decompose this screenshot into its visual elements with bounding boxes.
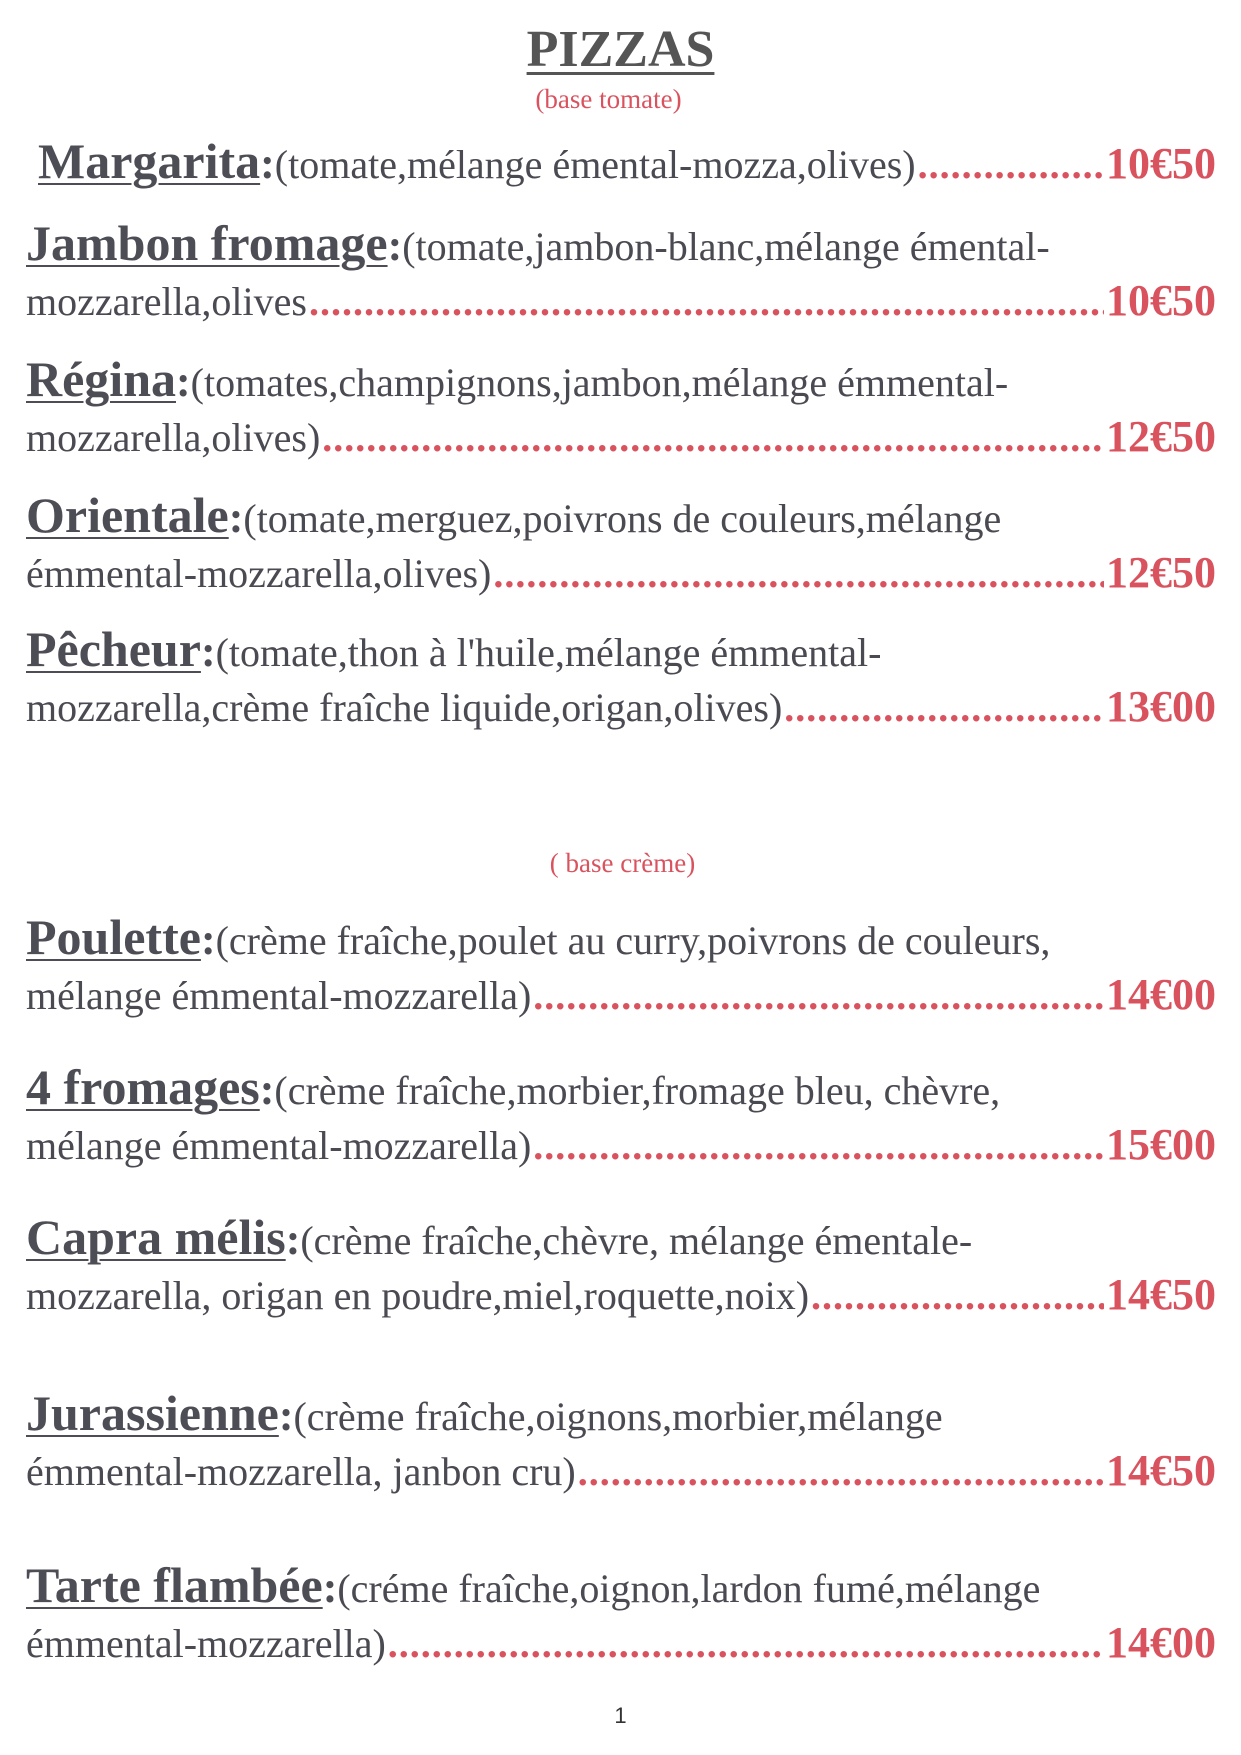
menu-item-4-fromages: [26, 1058, 1216, 1174]
menu-item-line: [26, 908, 1216, 966]
menu-item-colon: :: [176, 357, 191, 406]
menu-item-name: Pêcheur: [26, 621, 201, 677]
menu-item-name: Orientale: [26, 487, 229, 543]
menu-item-description-continued: mozzarella,olives: [26, 279, 307, 324]
dot-leader: [388, 1615, 1104, 1673]
section-label-base-creme: ( base crème): [549, 848, 696, 878]
menu-item-capra-melis: [26, 1208, 1216, 1324]
menu-item-description-continued: émmental-mozzarella,olives): [26, 551, 492, 596]
menu-item-price: 12€50: [1106, 412, 1216, 461]
dot-leader: [533, 1117, 1104, 1175]
menu-item-description: (crème fraîche,poulet au curry,poivrons de couleurs,: [215, 918, 1051, 963]
menu-item-regina: [26, 350, 1216, 466]
menu-item-price: 13€00: [1106, 682, 1216, 731]
menu-item-colon: :: [200, 915, 216, 964]
menu-item-line: [26, 408, 1216, 466]
menu-item-name: Margarita: [38, 133, 261, 189]
menu-item-line: [26, 1208, 1216, 1266]
menu-item-description: (tomate,thon à l'huile,mélange émmental-: [215, 630, 882, 675]
menu-item-description: (tomates,champignons,jambon,mélange émmental-: [190, 360, 1009, 405]
menu-item-line: [26, 1556, 1216, 1614]
menu-item-price: 10€50: [1106, 276, 1216, 325]
menu-item-description: (tomate,merguez,poivrons de couleurs,mélange: [243, 496, 1002, 541]
menu-item-description-continued: mozzarella, origan en poudre,miel,roquette,noix): [26, 1273, 810, 1318]
menu-item-line: [26, 486, 1216, 544]
menu-item-colon: :: [260, 139, 275, 188]
menu-item-line: [26, 678, 1216, 736]
menu-item-description-continued: mozzarella,crème fraîche liquide,origan,olives): [26, 685, 783, 730]
menu-item-orientale: [26, 486, 1216, 602]
menu-item-line: [26, 966, 1216, 1024]
menu-item-description: (crème fraîche,chèvre, mélange émentale-: [300, 1218, 973, 1263]
page-title-text: PIZZAS: [526, 21, 715, 78]
menu-item-line: [26, 544, 1216, 602]
menu-item-line: [26, 1116, 1216, 1174]
menu-item-line: [26, 214, 1216, 272]
menu-item-price: 12€50: [1106, 548, 1216, 597]
menu-item-description-continued: émmental-mozzarella): [26, 1621, 386, 1666]
menu-item-jurassienne: [26, 1384, 1216, 1500]
dot-leader: [309, 273, 1104, 331]
menu-item-price: 10€50: [1106, 139, 1216, 188]
menu-item-description-continued: mélange émmental-mozzarella): [26, 973, 532, 1018]
menu-item-colon: :: [322, 1563, 338, 1612]
menu-item-pecheur: [26, 620, 1216, 736]
menu-item-line: [26, 1266, 1216, 1324]
menu-item-colon: :: [200, 627, 216, 676]
menu-item-description: (créme fraîche,oignon,lardon fumé,mélange: [337, 1566, 1041, 1611]
menu-item-description: (crème fraîche,morbier,fromage bleu, chèvre,: [274, 1068, 1001, 1113]
menu-item-colon: :: [228, 493, 244, 542]
menu-item-price: 14€50: [1106, 1446, 1216, 1495]
menu-item-description: (tomate,jambon-blanc,mélange émental-: [402, 224, 1050, 269]
menu-item-line: [26, 1058, 1216, 1116]
menu-item-name: Jambon fromage: [26, 215, 388, 271]
dot-leader: [533, 967, 1104, 1025]
dot-leader: [784, 679, 1104, 737]
menu-item-line: [26, 1442, 1216, 1500]
menu-item-price: 15€00: [1106, 1120, 1216, 1169]
menu-item-line: [26, 620, 1216, 678]
menu-item-name: Poulette: [26, 909, 201, 965]
menu-item-colon: :: [278, 1391, 294, 1440]
menu-item-description: (crème fraîche,oignons,morbier,mélange: [293, 1394, 943, 1439]
menu-item-price: 14€00: [1106, 970, 1216, 1019]
menu-item-jambon-fromage: [26, 214, 1216, 330]
menu-item-name: Tarte flambée: [26, 1557, 323, 1613]
dot-leader: [918, 136, 1104, 194]
menu-item-name: Capra mélis: [26, 1209, 286, 1265]
menu-item-colon: :: [387, 221, 403, 270]
menu-item-margarita: [38, 132, 1216, 190]
menu-item-colon: :: [285, 1215, 301, 1264]
dot-leader: [578, 1443, 1104, 1501]
menu-item-price: 14€50: [1106, 1270, 1216, 1319]
menu-item-description-continued: mélange émmental-mozzarella): [26, 1123, 532, 1168]
dot-leader: [493, 545, 1104, 603]
menu-item-colon: :: [259, 1065, 275, 1114]
menu-item-line: [26, 350, 1216, 408]
section-label-base-tomate: (base tomate): [535, 84, 682, 114]
menu-item-name: 4 fromages: [26, 1059, 260, 1115]
menu-item-line: [26, 1384, 1216, 1442]
menu-item-description-continued: émmental-mozzarella, janbon cru): [26, 1449, 576, 1494]
page-title: [0, 18, 1241, 82]
menu-item-tarte-flambee: [26, 1556, 1216, 1672]
dot-leader: [811, 1267, 1104, 1325]
menu-item-price: 14€00: [1106, 1618, 1216, 1667]
dot-leader: [322, 409, 1104, 467]
menu-item-description: (tomate,mélange émental-mozza,olives): [274, 142, 916, 187]
menu-item-name: Jurassienne: [26, 1385, 279, 1441]
menu-item-name: Régina: [26, 351, 176, 407]
menu-item-poulette: [26, 908, 1216, 1024]
menu-item-description-continued: mozzarella,olives): [26, 415, 321, 460]
page-number: 1: [614, 1703, 627, 1728]
menu-item-line: [26, 272, 1216, 330]
menu-item-line: [26, 1614, 1216, 1672]
menu-item-line: [38, 132, 1216, 190]
